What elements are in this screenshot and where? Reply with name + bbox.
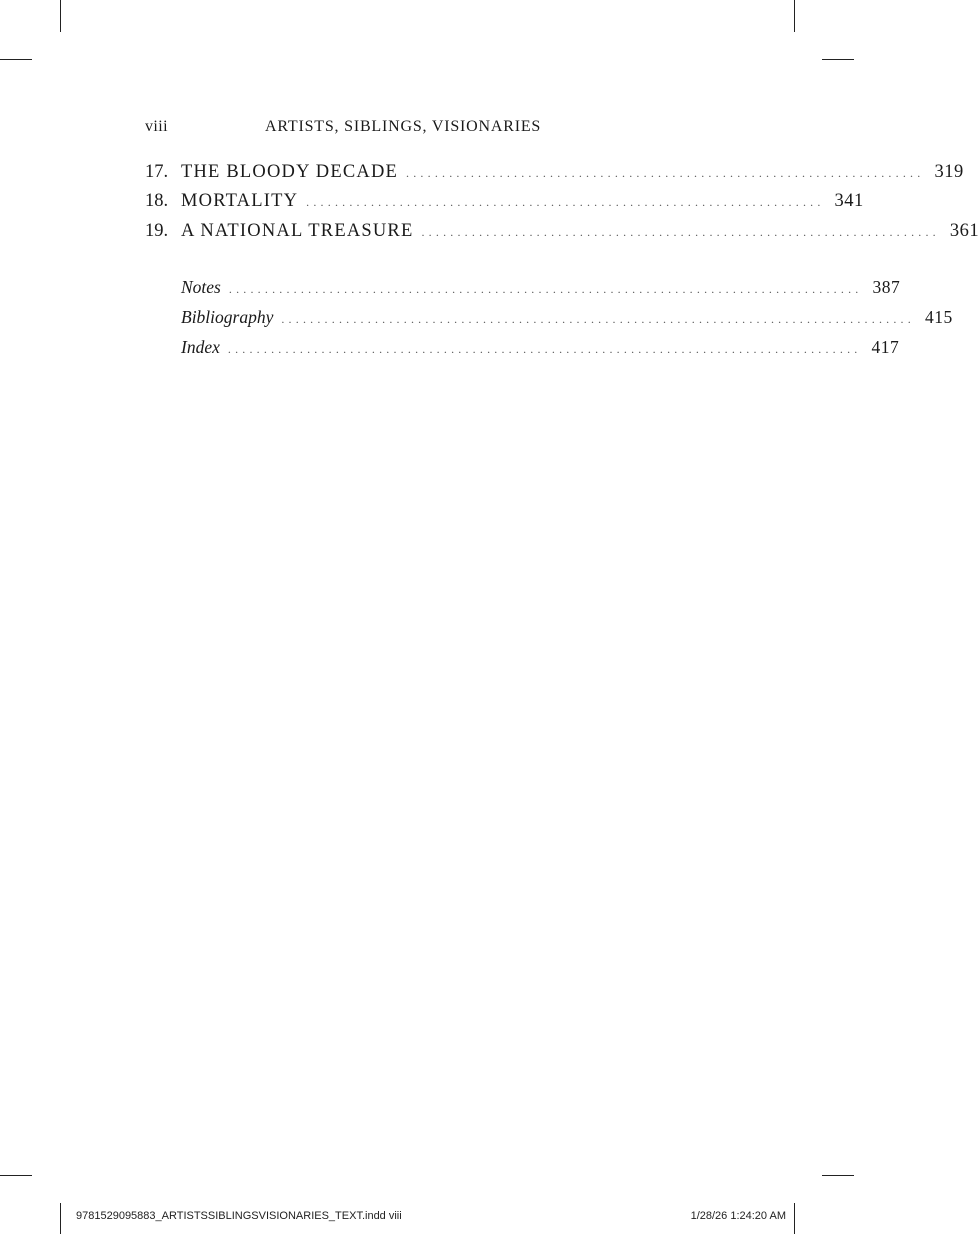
dot-leader: ........................................................................ xyxy=(306,195,825,209)
page-number: 319 xyxy=(934,162,964,182)
chapter-number: 17. xyxy=(145,162,169,182)
backmatter-title: Index xyxy=(181,337,220,357)
toc-backmatter-row xyxy=(145,307,953,333)
crop-mark xyxy=(60,0,61,32)
toc-backmatter-row xyxy=(145,277,901,303)
toc-chapter-row xyxy=(145,162,964,188)
crop-mark xyxy=(822,1175,854,1176)
book-title: ARTISTS, SIBLINGS, VISIONARIES xyxy=(265,118,542,135)
crop-mark xyxy=(822,59,854,60)
page-number: 417 xyxy=(871,337,900,357)
toc-chapter-row xyxy=(145,191,864,217)
dot-leader: ........................................................................ xyxy=(421,225,940,239)
crop-mark xyxy=(794,1203,795,1234)
chapter-title: MORTALITY xyxy=(181,191,299,211)
page-number: 415 xyxy=(924,307,953,327)
dot-leader: ........................................................................................ xyxy=(227,342,862,356)
crop-mark xyxy=(0,59,32,60)
chapter-number: 18. xyxy=(145,191,169,211)
printer-slug xyxy=(76,1210,786,1228)
crop-mark xyxy=(60,1203,61,1234)
chapter-title: A NATIONAL TREASURE xyxy=(181,221,414,241)
page-folio: viii xyxy=(145,118,168,135)
slug-timestamp: 1/28/26 1:24:20 AM xyxy=(690,1210,786,1222)
crop-mark xyxy=(0,1175,32,1176)
dot-leader: ........................................................................ xyxy=(406,166,925,180)
running-head xyxy=(145,118,710,140)
toc-backmatter-row xyxy=(145,337,900,363)
toc-chapter-row xyxy=(145,221,979,247)
page-number: 361 xyxy=(949,221,979,241)
dot-leader: ........................................................................................ xyxy=(228,282,863,296)
dot-leader: ........................................................................................ xyxy=(281,312,915,326)
slug-filename: 9781529095883_ARTISTSSIBLINGSVISIONARIES_TEXT.indd viii xyxy=(76,1210,402,1222)
backmatter-title: Bibliography xyxy=(181,307,274,327)
chapter-number: 19. xyxy=(145,221,169,241)
page-number: 387 xyxy=(872,277,901,297)
chapter-title: THE BLOODY DECADE xyxy=(181,162,399,182)
backmatter-title: Notes xyxy=(181,277,221,297)
crop-mark xyxy=(794,0,795,32)
page-number: 341 xyxy=(834,191,864,211)
